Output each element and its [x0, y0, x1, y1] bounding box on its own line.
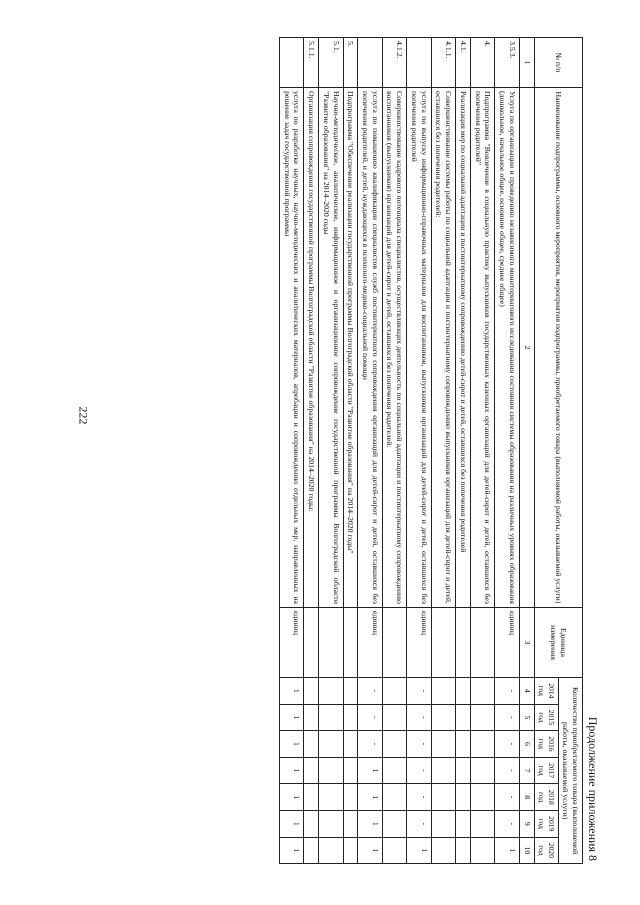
- table-row: [358, 38, 382, 864]
- row-year-value: [456, 731, 471, 758]
- row-year-value: [343, 837, 358, 864]
- row-description: Совершенствование кадрового потенциала специалистов, осуществляющих деятельность по социальной адаптации и постинтернатному сопровождению воспитанников (выпускников) организаций для детей-сирот и детей, оставшихся без попечения родителей:: [382, 88, 406, 608]
- row-year-value: [304, 784, 319, 811]
- column-number: 7: [519, 757, 534, 784]
- row-year-value: [304, 810, 319, 837]
- row-year-value: [304, 704, 319, 731]
- row-year-value: [470, 837, 494, 864]
- header-number: № п/п: [534, 38, 582, 88]
- row-year-value: -: [495, 704, 519, 731]
- row-year-value: [470, 757, 494, 784]
- row-description: Реализация мер по социальной адаптации и постинтернатному сопровождению детей-сирот и детей, оставшихся без попечения родителей: [456, 88, 471, 608]
- column-number: 1: [519, 38, 534, 88]
- row-year-value: [304, 731, 319, 758]
- row-year-value: [343, 784, 358, 811]
- row-unit: единиц: [407, 608, 431, 678]
- row-year-value: [319, 757, 343, 784]
- row-year-value: [470, 731, 494, 758]
- row-number: 4.1.1.: [431, 38, 455, 88]
- row-number: 3.5.3.: [495, 38, 519, 88]
- goods-quantity-table: [279, 37, 583, 864]
- row-year-value: [343, 678, 358, 705]
- row-year-value: -: [495, 810, 519, 837]
- row-year-value: 1: [358, 837, 382, 864]
- row-description: Подпрограмма "Обеспечение реализации государственной программы Волгоградской области "Развитие образования" на 2014–2020 годы": [343, 88, 358, 608]
- row-year-value: [319, 731, 343, 758]
- row-year-value: [431, 784, 455, 811]
- row-year-value: 1: [358, 757, 382, 784]
- row-unit: единиц: [279, 608, 303, 678]
- row-unit: [343, 608, 358, 678]
- row-unit: [382, 608, 406, 678]
- row-number: 5.1.1.: [304, 38, 319, 88]
- table-row: [456, 38, 471, 864]
- row-year-value: [470, 784, 494, 811]
- row-year-value: [456, 837, 471, 864]
- row-year-value: [431, 704, 455, 731]
- row-year-value: [343, 757, 358, 784]
- row-year-value: [319, 837, 343, 864]
- column-number: 8: [519, 784, 534, 811]
- row-number: [407, 38, 431, 88]
- row-number: 4.1.2.: [382, 38, 406, 88]
- row-description: Совершенствование системы работы по социальной адаптации и постинтернатному сопровождению выпускников организаций для детей-сирот и детей, оставшихся без попечения родителей:: [431, 88, 455, 608]
- row-description: Научно-методическое, аналитическое, информационное и организационное сопровождение государственной программы Волгоградской области "Развитие образования" на 2014–2020 годы: [319, 88, 343, 608]
- row-year-value: [456, 784, 471, 811]
- row-year-value: [319, 678, 343, 705]
- row-year-value: [382, 810, 406, 837]
- row-unit: единиц: [495, 608, 519, 678]
- row-year-value: 1: [279, 678, 303, 705]
- row-year-value: -: [407, 704, 431, 731]
- row-year-value: [470, 678, 494, 705]
- header-year: 2019 год: [534, 810, 558, 837]
- row-unit: единиц: [358, 608, 382, 678]
- row-year-value: [382, 784, 406, 811]
- row-year-value: [431, 757, 455, 784]
- row-description: Организация сопровождения государственной программы Волгоградской области "Развитие образования" на 2014–2020 годы:: [304, 88, 319, 608]
- row-year-value: -: [358, 704, 382, 731]
- row-year-value: 1: [358, 810, 382, 837]
- row-year-value: -: [407, 678, 431, 705]
- header-year: 2016 год: [534, 731, 558, 758]
- table-row: [470, 38, 494, 864]
- row-year-value: -: [495, 731, 519, 758]
- row-year-value: [382, 678, 406, 705]
- table-row: [279, 38, 303, 864]
- row-year-value: [382, 757, 406, 784]
- row-year-value: [470, 704, 494, 731]
- row-year-value: [343, 810, 358, 837]
- row-unit: [304, 608, 319, 678]
- row-year-value: 1: [495, 837, 519, 864]
- row-year-value: [431, 731, 455, 758]
- row-year-value: -: [495, 784, 519, 811]
- column-number: 9: [519, 810, 534, 837]
- column-number: 3: [519, 608, 534, 678]
- table-row: [319, 38, 343, 864]
- row-year-value: -: [495, 757, 519, 784]
- row-year-value: 1: [279, 837, 303, 864]
- row-year-value: [382, 731, 406, 758]
- table-row: [304, 38, 319, 864]
- header-year: 2017 год: [534, 757, 558, 784]
- column-number: 10: [519, 837, 534, 864]
- row-year-value: [343, 731, 358, 758]
- row-year-value: [431, 837, 455, 864]
- row-year-value: 1: [407, 837, 431, 864]
- header-quantity: Количество приобретаемого товара (выполняемой работы, оказываемой услуги): [558, 678, 582, 864]
- row-year-value: [319, 810, 343, 837]
- row-year-value: [343, 704, 358, 731]
- row-number: 5.1.: [319, 38, 343, 88]
- row-year-value: [431, 678, 455, 705]
- row-year-value: -: [358, 731, 382, 758]
- row-year-value: [456, 678, 471, 705]
- row-year-value: [431, 810, 455, 837]
- row-description: услуга по повышению квалификации специалистов служб постинтернатного сопровождения организаций для детей-сирот и детей, оставшихся без попечения родителей, и детей, нуждающихся в психолого-медико-социальной помощи: [358, 88, 382, 608]
- row-year-value: 1: [279, 784, 303, 811]
- header-year: 2015 год: [534, 704, 558, 731]
- row-year-value: [456, 757, 471, 784]
- header-year: 2014 год: [534, 678, 558, 705]
- row-year-value: [456, 810, 471, 837]
- row-year-value: 1: [279, 704, 303, 731]
- table-row: [431, 38, 455, 864]
- page-number: 222: [76, 406, 91, 425]
- row-number: 4.: [470, 38, 494, 88]
- table-row: [343, 38, 358, 864]
- row-unit: [431, 608, 455, 678]
- column-number: 6: [519, 731, 534, 758]
- row-year-value: -: [407, 731, 431, 758]
- row-year-value: [319, 704, 343, 731]
- table-row: [495, 38, 519, 864]
- header-year: 2020 год: [534, 837, 558, 864]
- table-row: [407, 38, 431, 864]
- row-year-value: [456, 704, 471, 731]
- column-number: 5: [519, 704, 534, 731]
- row-unit: [470, 608, 494, 678]
- row-year-value: 1: [279, 810, 303, 837]
- row-number: [279, 38, 303, 88]
- row-year-value: [304, 678, 319, 705]
- continuation-label: Продолжение приложения 8: [586, 716, 600, 861]
- row-description: Услуга по организации и проведению независимого мониторингового исследования состояния системы образования на различных уровнях образования (дошкольное, начальное общее, основное общее, среднее общее): [495, 88, 519, 608]
- row-description: услуга по разработке научных, научно-методических и аналитических материалов, апробации и сопровождению отдельных мер, направленных на решение задач государственной программы: [279, 88, 303, 608]
- row-unit: [456, 608, 471, 678]
- row-year-value: [382, 704, 406, 731]
- column-number: 2: [519, 88, 534, 608]
- row-year-value: [304, 757, 319, 784]
- row-year-value: 1: [358, 784, 382, 811]
- column-number: 4: [519, 678, 534, 705]
- row-number: [358, 38, 382, 88]
- row-description: Подпрограмма "Вовлечение в социальную практику выпускников государственных казенных организаций для детей-сирот и детей, оставшихся без попечения родителей": [470, 88, 494, 608]
- row-year-value: [382, 837, 406, 864]
- row-year-value: [470, 810, 494, 837]
- row-year-value: -: [407, 784, 431, 811]
- header-name: Наименование подпрограммы, основного мероприятия, мероприятия подпрограммы, приобретаемого товара (выполняемой работы, оказываемой услуги): [534, 88, 582, 608]
- row-year-value: [304, 837, 319, 864]
- column-numbers-row: [519, 38, 534, 864]
- row-year-value: -: [495, 678, 519, 705]
- table-row: [382, 38, 406, 864]
- row-unit: [319, 608, 343, 678]
- row-number: 4.1.: [456, 38, 471, 88]
- row-description: услуга по выпуску информационно-справочных материалов для воспитанников, выпускников организаций для детей-сирот и детей, оставшихся без попечения родителей: [407, 88, 431, 608]
- header-year: 2018 год: [534, 784, 558, 811]
- row-number: 5.: [343, 38, 358, 88]
- row-year-value: [319, 784, 343, 811]
- row-year-value: -: [358, 678, 382, 705]
- row-year-value: -: [407, 757, 431, 784]
- row-year-value: 1: [279, 731, 303, 758]
- row-year-value: 1: [279, 757, 303, 784]
- row-year-value: -: [407, 810, 431, 837]
- header-unit: Единица измерения: [534, 608, 582, 678]
- rotated-page-content: [49, 37, 600, 863]
